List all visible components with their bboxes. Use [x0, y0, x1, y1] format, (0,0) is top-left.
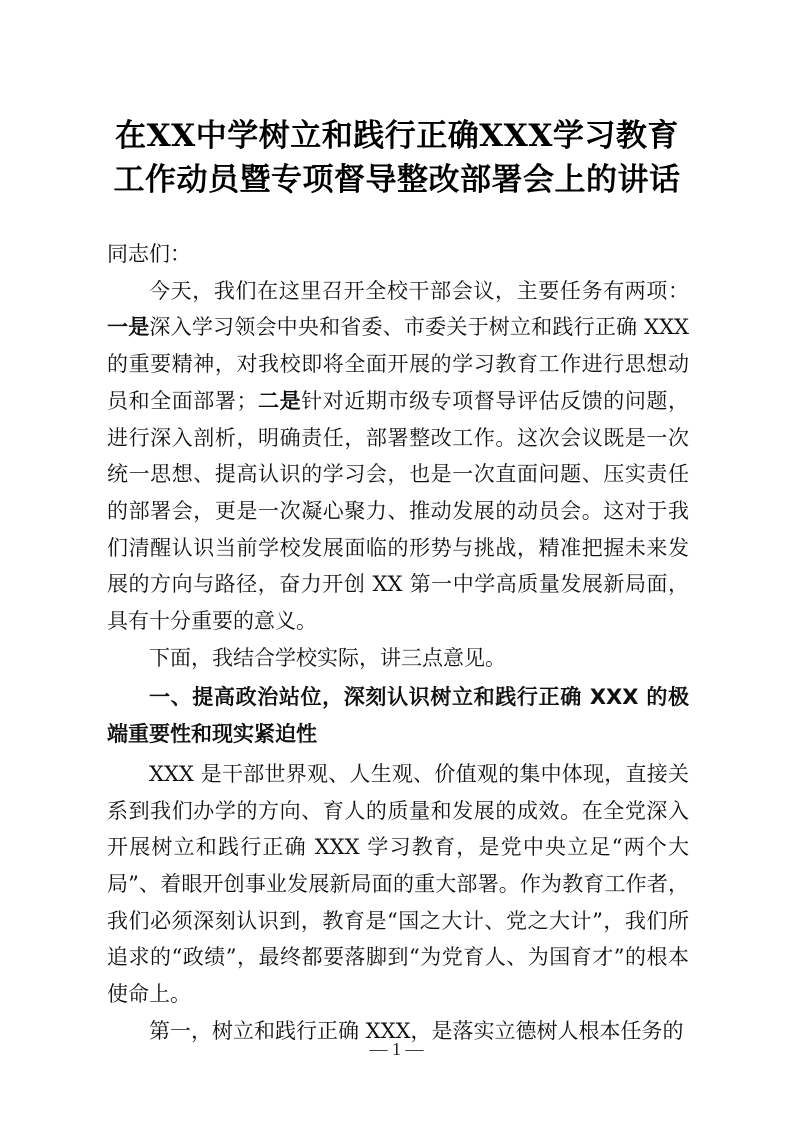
document-body — [107, 236, 689, 1049]
intro-paragraph — [107, 273, 689, 640]
document-title — [100, 114, 694, 202]
intro-text-3: 针对近期市级专项督导评估反馈的问题，进行深入剖析，明确责任，部署整改工作。这次会议既是一次统一思想、提高认识的学习会，也是一次直面问题、压实责任的部署会，更是一次凝心聚力、推动发展的动员会。这对于我们清醒认识当前学校发展面临的形势与挑战，精准把握未来发展的方向与路径，奋力开创 XX 第一中学高质量发展新局面，具有十分重要的意义。 — [107, 388, 690, 634]
section-paragraph-2: 第一，树立和践行正确 XXX，是落实立德树人根本任务的 — [149, 1018, 684, 1043]
title-line-2: 工作动员暨专项督导整改部署会上的讲话 — [113, 162, 681, 198]
point-one-label: 一是 — [107, 315, 150, 340]
page-number: — 1 — — [369, 1039, 424, 1059]
point-two-label: 二是 — [257, 388, 302, 413]
section-heading: 一、提高政治站位，深刻认识树立和践行正确 XXX 的极端重要性和现实紧迫性 — [107, 685, 689, 747]
transition-paragraph: 下面，我结合学校实际，讲三点意见。 — [149, 645, 506, 670]
intro-text-2: 深入学习领会中央和省委、市委关于树立和践行正确 XXX 的重要精神，对我校即将全面开展的学习教育工作进行思想动员和全面部署； — [107, 315, 689, 413]
section-paragraph-1: XXX 是干部世界观、人生观、价值观的集中体现，直接关系到我们办学的方向、育人的质量和发展的成效。在全党深入开展树立和践行正确 XXX 学习教育，是党中央立足“两个大局”、着眼开创事业发展新局面的重大部署。作为教育工作者，我们必须深刻认识到，教育是“国之大计、党之大计”，我们所追求的“政绩”，最终都要落脚到“为党育人、为国育才”的根本使命上。 — [107, 761, 689, 1007]
intro-text-1: 今天，我们在这里召开全校干部会议，主要任务有两项： — [149, 278, 689, 303]
title-line-1: 在XX中学树立和践行正确XXX学习教育 — [115, 118, 679, 154]
salutation: 同志们： — [107, 242, 191, 266]
